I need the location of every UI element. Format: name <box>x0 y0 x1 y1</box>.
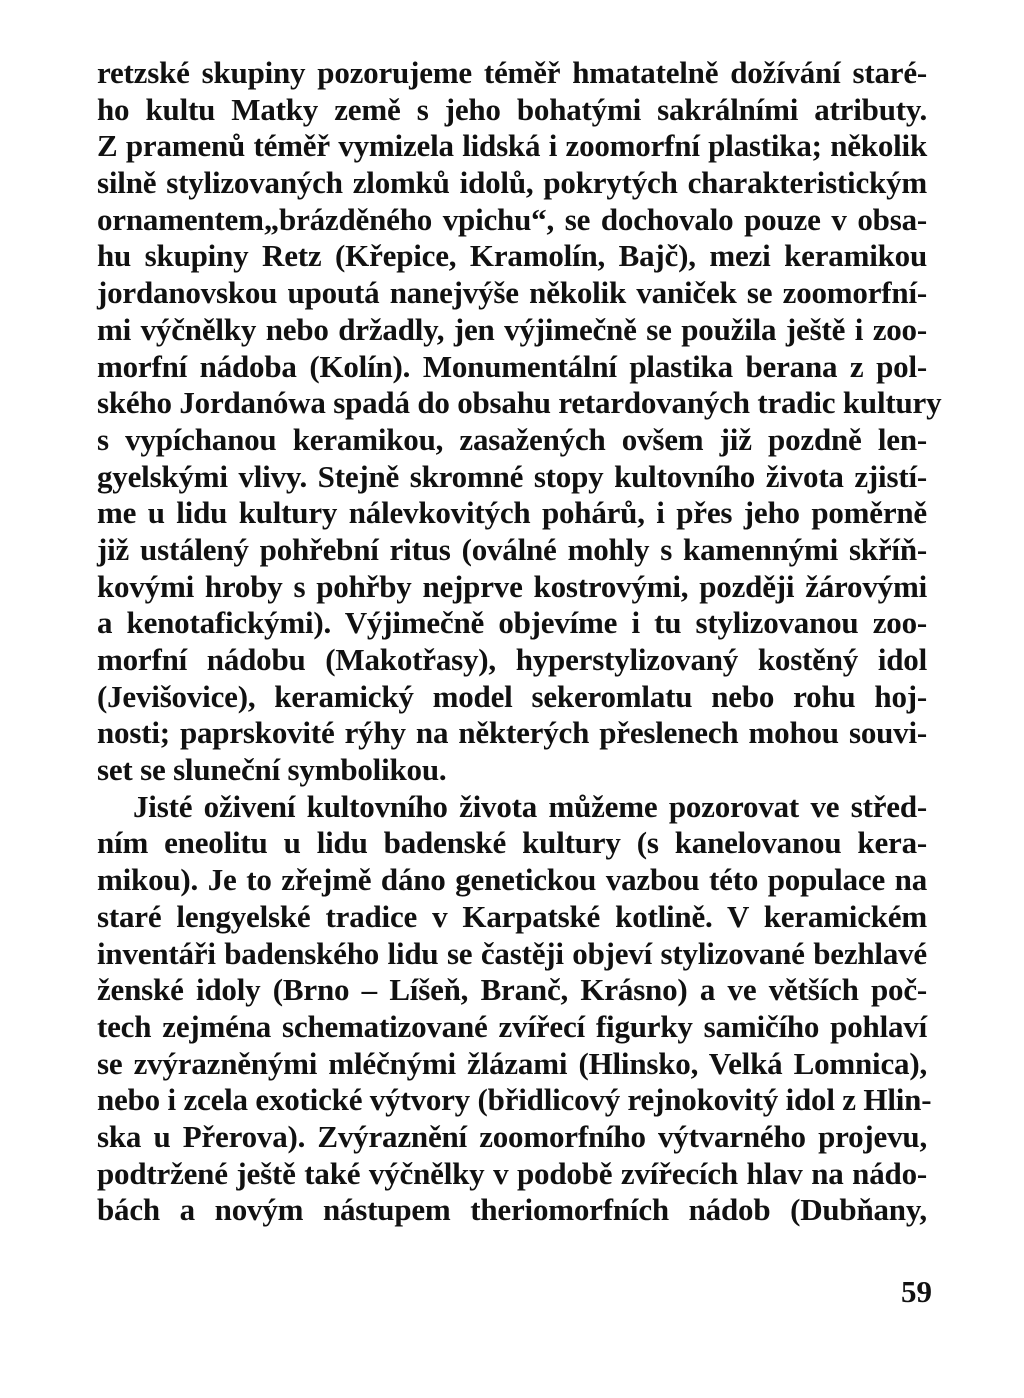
text-line: mi výčnělky nebo držadly, jen výjimečně se použila ještě i zoo- <box>97 311 927 347</box>
text-line: mikou). Je to zřejmě dáno genetickou vazbou této populace na <box>97 862 927 898</box>
text-line: tech zejména schematizované zvířecí figurky samičího pohlaví <box>97 1008 927 1044</box>
text-line: ského Jordanówa spadá do obsahu retardovaných tradic kultury <box>97 385 942 421</box>
text-line: retzské skupiny pozorujeme téměř hmatatelně dožívání staré- <box>97 55 927 90</box>
text-line: ornamentem„brázděného vpichu“, se dochovalo pouze v obsa- <box>97 201 927 237</box>
text-line: nosti; paprskovité rýhy na některých přeslenech mohou souvi- <box>97 715 927 751</box>
text-line: staré lengyelské tradice v Karpatské kotlině. V keramickém <box>97 898 927 934</box>
text-line: jordanovskou upoutá nanejvýše několik vaniček se zoomorfní- <box>97 275 927 311</box>
text-line: hu skupiny Retz (Křepice, Kramolín, Bajč), mezi keramikou <box>97 238 927 274</box>
page-number: 59 <box>901 1274 932 1309</box>
text-line: s vypíchanou keramikou, zasažených ovšem již pozdně len- <box>97 421 927 457</box>
text-line: inventáři badenského lidu se častěji objeví stylizované bezhlavé <box>97 935 927 971</box>
text-line: bách a novým nástupem theriomorfních nádob (Dubňany, <box>97 1192 927 1228</box>
text-line: morfní nádoba (Kolín). Monumentální plastika berana z pol- <box>97 348 927 384</box>
text-line: ska u Přerova). Zvýraznění zoomorfního výtvarného projevu, <box>97 1118 927 1154</box>
paragraph <box>97 788 932 1229</box>
text-line: silně stylizovaných zlomků idolů, pokrytých charakteristickým <box>97 165 927 201</box>
text-line: gyelskými vlivy. Stejně skromné stopy kultovního života zjistí- <box>97 458 927 494</box>
text-line: ho kultu Matky země s jeho bohatými sakrálními atributy. <box>97 91 927 127</box>
text-line: ženské idoly (Brno – Líšeň, Branč, Krásno) a ve větších poč- <box>97 972 927 1008</box>
text-line: me u lidu kultury nálevkovitých pohárů, i přes jeho poměrně <box>97 495 927 531</box>
text-line: již ustálený pohřební ritus (oválné mohly s kamennými skříň- <box>97 531 927 567</box>
paragraph <box>97 55 942 789</box>
text-line: Jisté oživení kultovního života můžeme pozorovat ve střed- <box>133 788 927 824</box>
text-line: se zvýrazněnými mléčnými žlázami (Hlinsko, Velká Lomnica), <box>97 1045 927 1081</box>
text-line: ním eneolitu u lidu badenské kultury (s kanelovanou kera- <box>97 825 927 861</box>
text-line: morfní nádobu (Makotřasy), hyperstylizovaný kostěný idol <box>97 642 927 677</box>
text-line: podtržené ještě také výčnělky v podobě zvířecích hlav na nádo- <box>97 1155 927 1191</box>
text-line: nebo i zcela exotické výtvory (břidlicový rejnokovitý idol z Hlin- <box>97 1082 932 1118</box>
text-line: a kenotafickými). Výjimečně objevíme i tu stylizovanou zoo- <box>97 605 927 641</box>
text-line: set se sluneční symbolikou. <box>97 752 447 788</box>
text-line: Z pramenů téměř vymizela lidská i zoomorfní plastika; několik <box>97 128 927 164</box>
body-text <box>97 55 942 1229</box>
text-line: (Jevišovice), keramický model sekeromlatu nebo rohu hoj- <box>97 678 927 714</box>
text-line: kovými hroby s pohřby nejprve kostrovými, později žárovými <box>97 568 927 604</box>
